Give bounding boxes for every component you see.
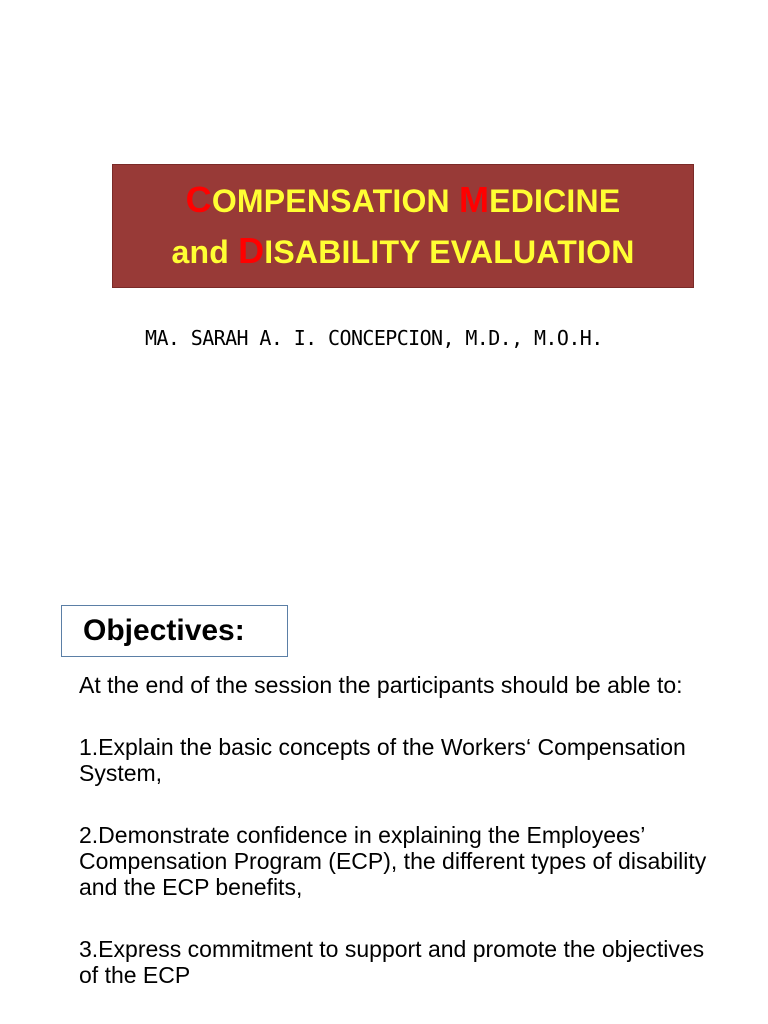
title-text-edicine: EDICINE bbox=[489, 183, 621, 219]
objectives-heading: Objectives: bbox=[83, 614, 245, 647]
title-initial-d: D bbox=[238, 230, 265, 271]
objective-item-3: 3.Express commitment to support and promote the objectives of the ECP bbox=[79, 936, 705, 988]
objectives-body bbox=[79, 672, 719, 988]
title-line-2 bbox=[171, 226, 634, 277]
objective-item-2: 2.Demonstrate confidence in explaining the Employees’ Compensation Program (ECP), the different types of disability and the ECP benefits, bbox=[79, 822, 707, 900]
title-text-isability-evaluation: ISABILITY EVALUATION bbox=[264, 234, 635, 270]
title-banner bbox=[112, 164, 694, 288]
title-initial-m: M bbox=[458, 179, 490, 220]
title-text-and: and bbox=[171, 234, 239, 270]
objective-item-1: 1.Explain the basic concepts of the Workers‘ Compensation System, bbox=[79, 734, 686, 786]
objectives-intro: At the end of the session the participants should be able to: bbox=[79, 672, 683, 698]
objectives-heading-box bbox=[61, 605, 288, 657]
title-initial-c: C bbox=[185, 179, 212, 220]
title-text-ompensation: OMPENSATION bbox=[211, 183, 459, 219]
author-name: MA. SARAH A. I. CONCEPCION, M.D., M.O.H. bbox=[145, 326, 603, 350]
title-line-1 bbox=[186, 175, 621, 226]
